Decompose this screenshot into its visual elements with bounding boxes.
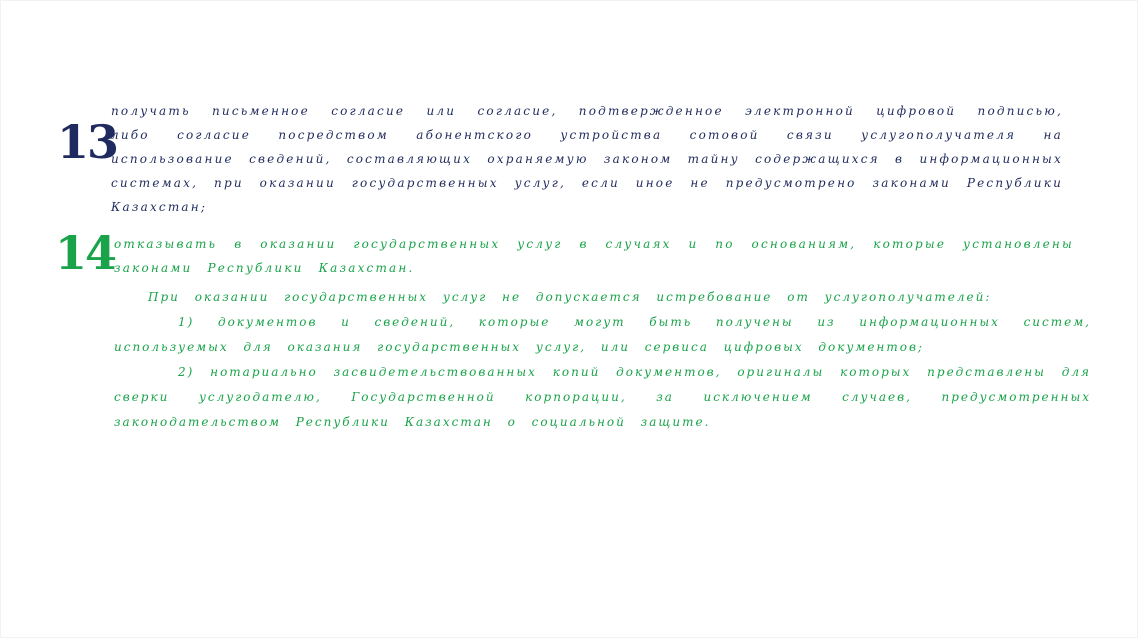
item-number-13: 13 bbox=[57, 115, 118, 169]
note-block bbox=[114, 285, 1091, 435]
item-text-13: получать письменное согласие или согласие, подтвержденное электронной цифровой подписью, либо согласие посредством абонентского устройства сотовой связи услугополучателя на использование сведений, составляющих охраняемую законом тайну содержащихся в информационных системах, при оказании государственных услуг, если иное не предусмотрено законами Республики Казахстан; bbox=[111, 104, 1063, 214]
item-number-14: 14 bbox=[55, 226, 116, 280]
note-point-1: 1) документов и сведений, которые могут быть получены из информационных систем, используемых для оказания государственных услуг, или сервиса цифровых документов; bbox=[114, 315, 1091, 354]
note-point-2: 2) нотариально засвидетельствованных копий документов, оригиналы которых представлены для сверки услугодателю, Государственной корпорации, за исключением случаев, предусмотренных законодательством Республики Казахстан о социальной защите. bbox=[114, 365, 1091, 429]
item-text-14: отказывать в оказании государственных услуг в случаях и по основаниям, которые установлены законами Республики Казахстан. bbox=[114, 237, 1074, 275]
note-intro: При оказании государственных услуг не допускается истребование от услугополучателей: bbox=[148, 290, 992, 304]
